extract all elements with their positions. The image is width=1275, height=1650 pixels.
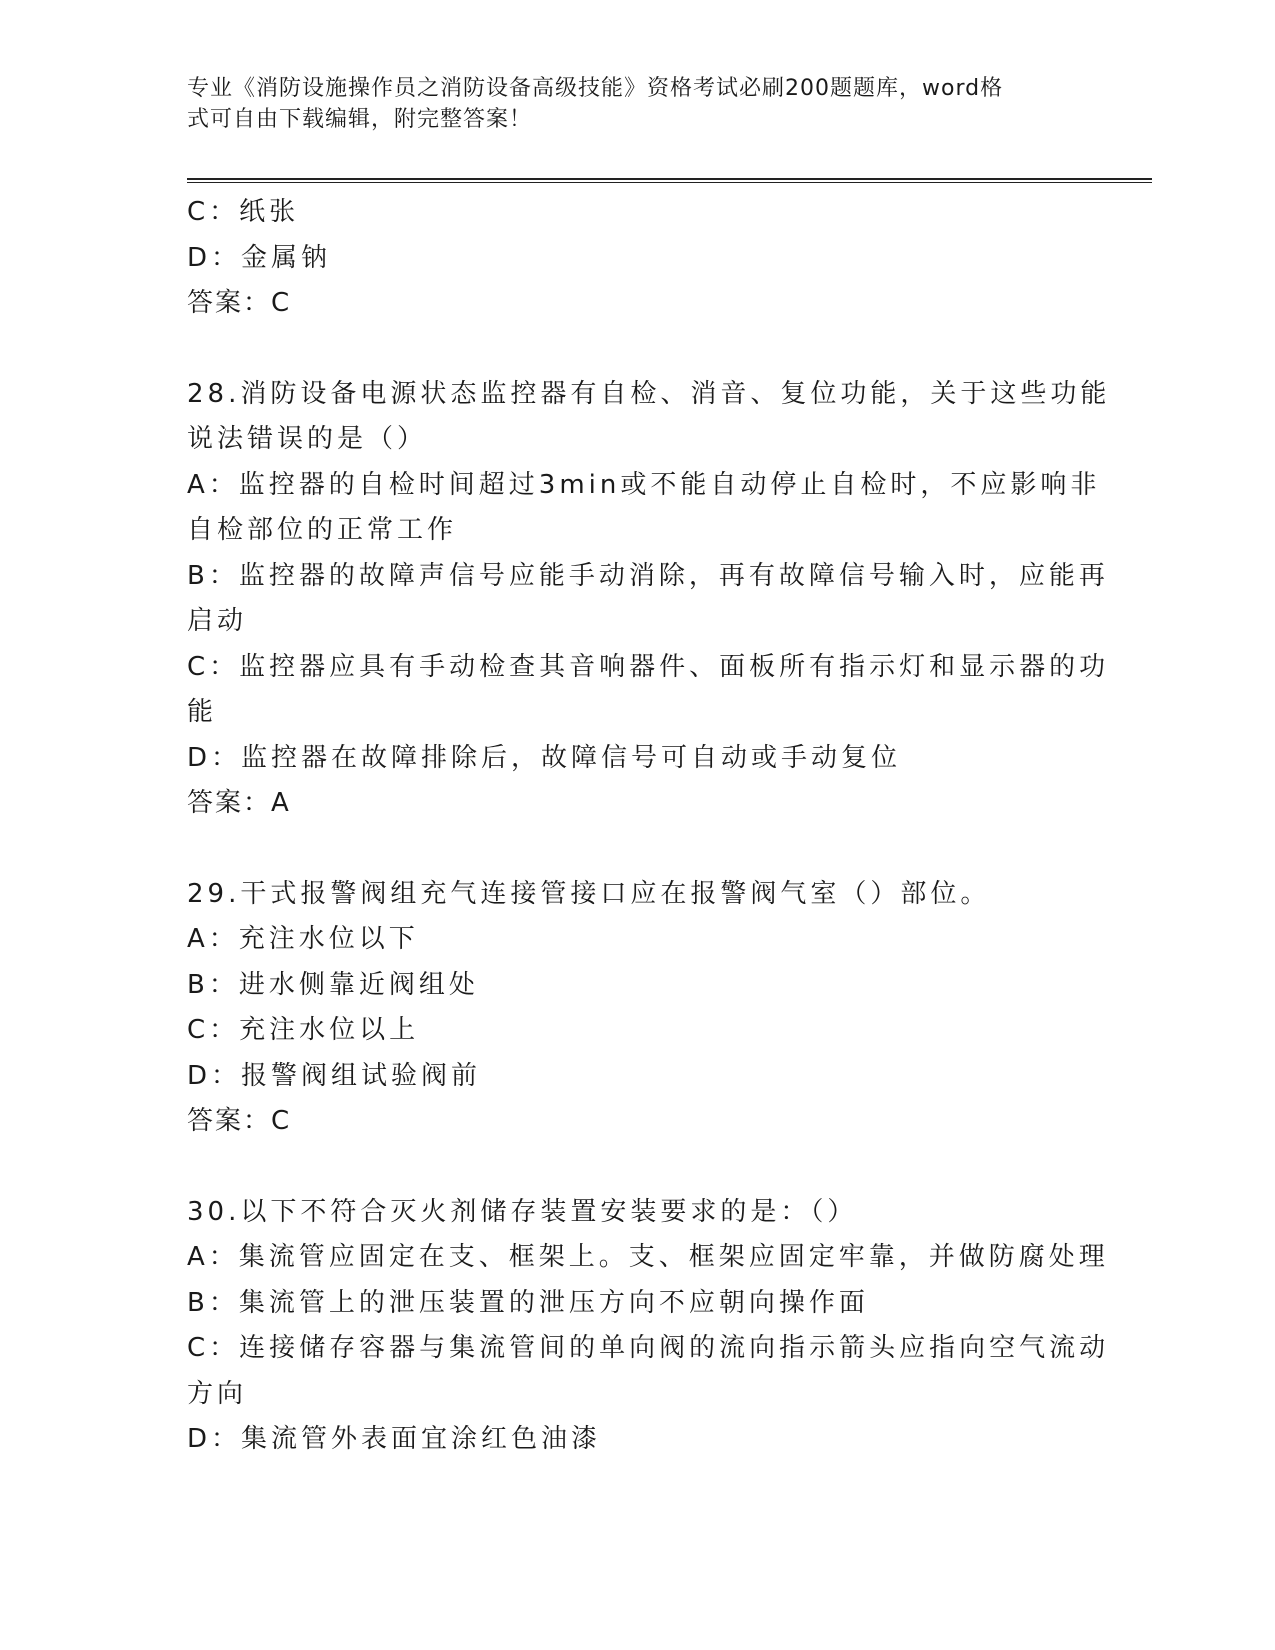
- header-line-1: 专业《消防设施操作员之消防设备高级技能》资格考试必刷200题题库，word格: [187, 76, 1004, 101]
- header-divider-thin: [187, 182, 1152, 183]
- question-30: [187, 1190, 1110, 1463]
- option-c-line-2: 能: [187, 697, 218, 727]
- option-a: A：充注水位以下: [187, 924, 419, 954]
- option-c: C：纸张: [187, 197, 300, 227]
- question-stem: 30.以下不符合灭火剂储存装置安装要求的是：（）: [187, 1196, 858, 1227]
- option-c-line-2: 方向: [187, 1378, 248, 1409]
- option-a: A：集流管应固定在支、框架上。支、框架应固定牢靠，并做防腐处理: [187, 1242, 1109, 1272]
- option-d: D：监控器在故障排除后，故障信号可自动或手动复位: [187, 742, 902, 773]
- option-c-line-1: C：监控器应具有手动检查其音响器件、面板所有指示灯和显示器的功: [187, 651, 1110, 682]
- question-stem-line-2: 说法错误的是（）: [187, 424, 428, 454]
- option-b-line-1: B：监控器的故障声信号应能手动消除，再有故障信号输入时，应能再: [187, 560, 1109, 591]
- option-d: D：金属钠: [187, 242, 332, 273]
- page-header: [187, 73, 1077, 135]
- question-stem: 29.干式报警阀组充气连接管接口应在报警阀气室（）部位。: [187, 878, 991, 909]
- answer: 答案：C: [187, 288, 292, 318]
- question-fragment: [187, 190, 1087, 327]
- document-body: [187, 190, 1111, 1463]
- question-28: [187, 372, 1111, 827]
- answer: 答案：C: [187, 1106, 292, 1136]
- question-stem-line-1: 28.消防设备电源状态监控器有自检、消音、复位功能，关于这些功能: [187, 378, 1111, 409]
- option-d: D：集流管外表面宜涂红色油漆: [187, 1424, 602, 1454]
- option-a-line-1: A：监控器的自检时间超过3min或不能自动停止自检时，不应影响非: [187, 469, 1101, 500]
- header-line-2: 式可自由下载编辑，附完整答案！: [187, 107, 533, 132]
- option-c: C：充注水位以上: [187, 1015, 420, 1045]
- answer: 答案：A: [187, 788, 291, 818]
- option-b-line-2: 启动: [187, 606, 248, 636]
- option-b: B：进水侧靠近阀组处: [187, 969, 479, 1000]
- option-d: D：报警阀组试验阀前: [187, 1060, 482, 1091]
- question-29: [187, 872, 1087, 1145]
- option-b: B：集流管上的泄压装置的泄压方向不应朝向操作面: [187, 1287, 869, 1318]
- option-c-line-1: C：连接储存容器与集流管间的单向阀的流向指示箭头应指向空气流动: [187, 1333, 1110, 1363]
- option-a-line-2: 自检部位的正常工作: [187, 515, 458, 545]
- header-divider-thick: [187, 178, 1152, 180]
